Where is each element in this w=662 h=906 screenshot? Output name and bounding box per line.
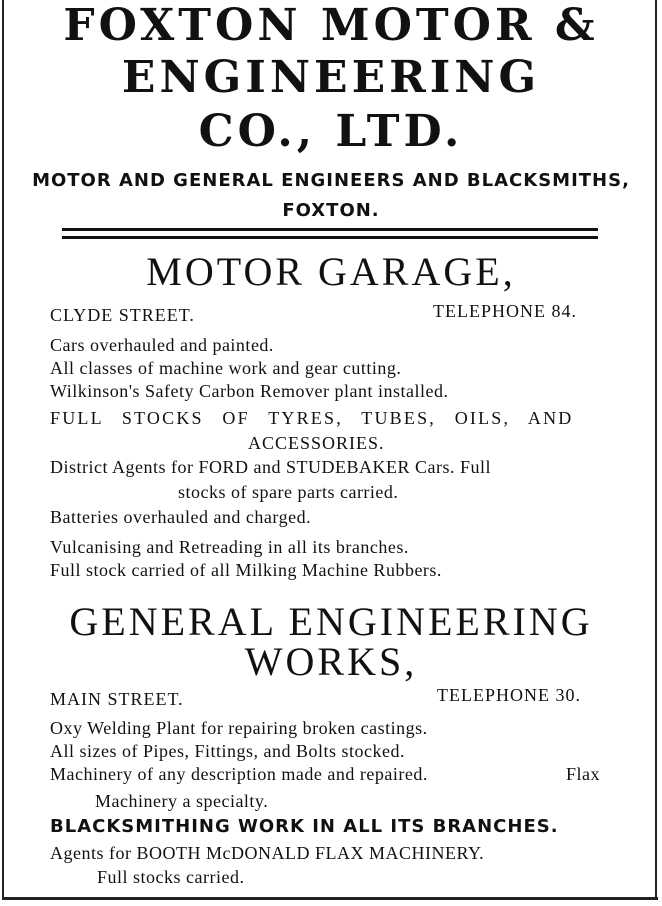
garage-line: ACCESSORIES. [248, 433, 385, 453]
works-line: All sizes of Pipes, Fittings, and Bolts stocked. [50, 741, 405, 761]
garage-line: Wilkinson's Safety Carbon Remover plant installed. [50, 381, 449, 401]
company-name-line1: FOXTON MOTOR & [63, 0, 599, 51]
double-rule-bottom [62, 236, 598, 239]
works-line: Oxy Welding Plant for repairing broken castings. [50, 718, 428, 738]
company-name-line2: ENGINEERING [121, 52, 541, 103]
garage-line: Cars overhauled and painted. [50, 335, 274, 355]
garage-line: All classes of machine work and gear cutting. [50, 358, 402, 378]
works-telephone: TELEPHONE 30. [437, 685, 581, 705]
garage-line: Full stock carried of all Milking Machine Rubbers. [50, 560, 442, 580]
works-line: Agents for BOOTH McDONALD FLAX MACHINERY. [50, 843, 485, 863]
works-line: Machinery of any description made and repaired. [50, 764, 428, 784]
works-line: Machinery a specialty. [95, 791, 269, 811]
works-heading-line1: GENERAL ENGINEERING [69, 599, 593, 644]
garage-address: CLYDE STREET. [50, 305, 195, 325]
works-address: MAIN STREET. [50, 689, 184, 709]
garage-line: FULL STOCKS OF TYRES, TUBES, OILS, AND [50, 408, 574, 428]
double-rule-top [62, 228, 598, 231]
garage-heading: MOTOR GARAGE, [146, 249, 516, 294]
works-heading-line2: WORKS, [244, 639, 418, 684]
garage-line: stocks of spare parts carried. [178, 482, 399, 502]
company-location: FOXTON. [282, 200, 380, 221]
works-line: Flax [566, 764, 601, 784]
works-line: Full stocks carried. [97, 867, 245, 887]
company-name-line3: CO., LTD. [198, 106, 464, 157]
company-description: MOTOR AND GENERAL ENGINEERS AND BLACKSMITHS, [32, 170, 630, 191]
garage-line: Batteries overhauled and charged. [50, 507, 312, 527]
works-line-bold: BLACKSMITHING WORK IN ALL ITS BRANCHES. [50, 816, 559, 837]
garage-line: Vulcanising and Retreading in all its branches. [50, 537, 409, 557]
bottom-rule [2, 897, 658, 900]
garage-telephone: TELEPHONE 84. [433, 301, 577, 321]
garage-line: District Agents for FORD and STUDEBAKER Cars. Full [50, 457, 491, 477]
